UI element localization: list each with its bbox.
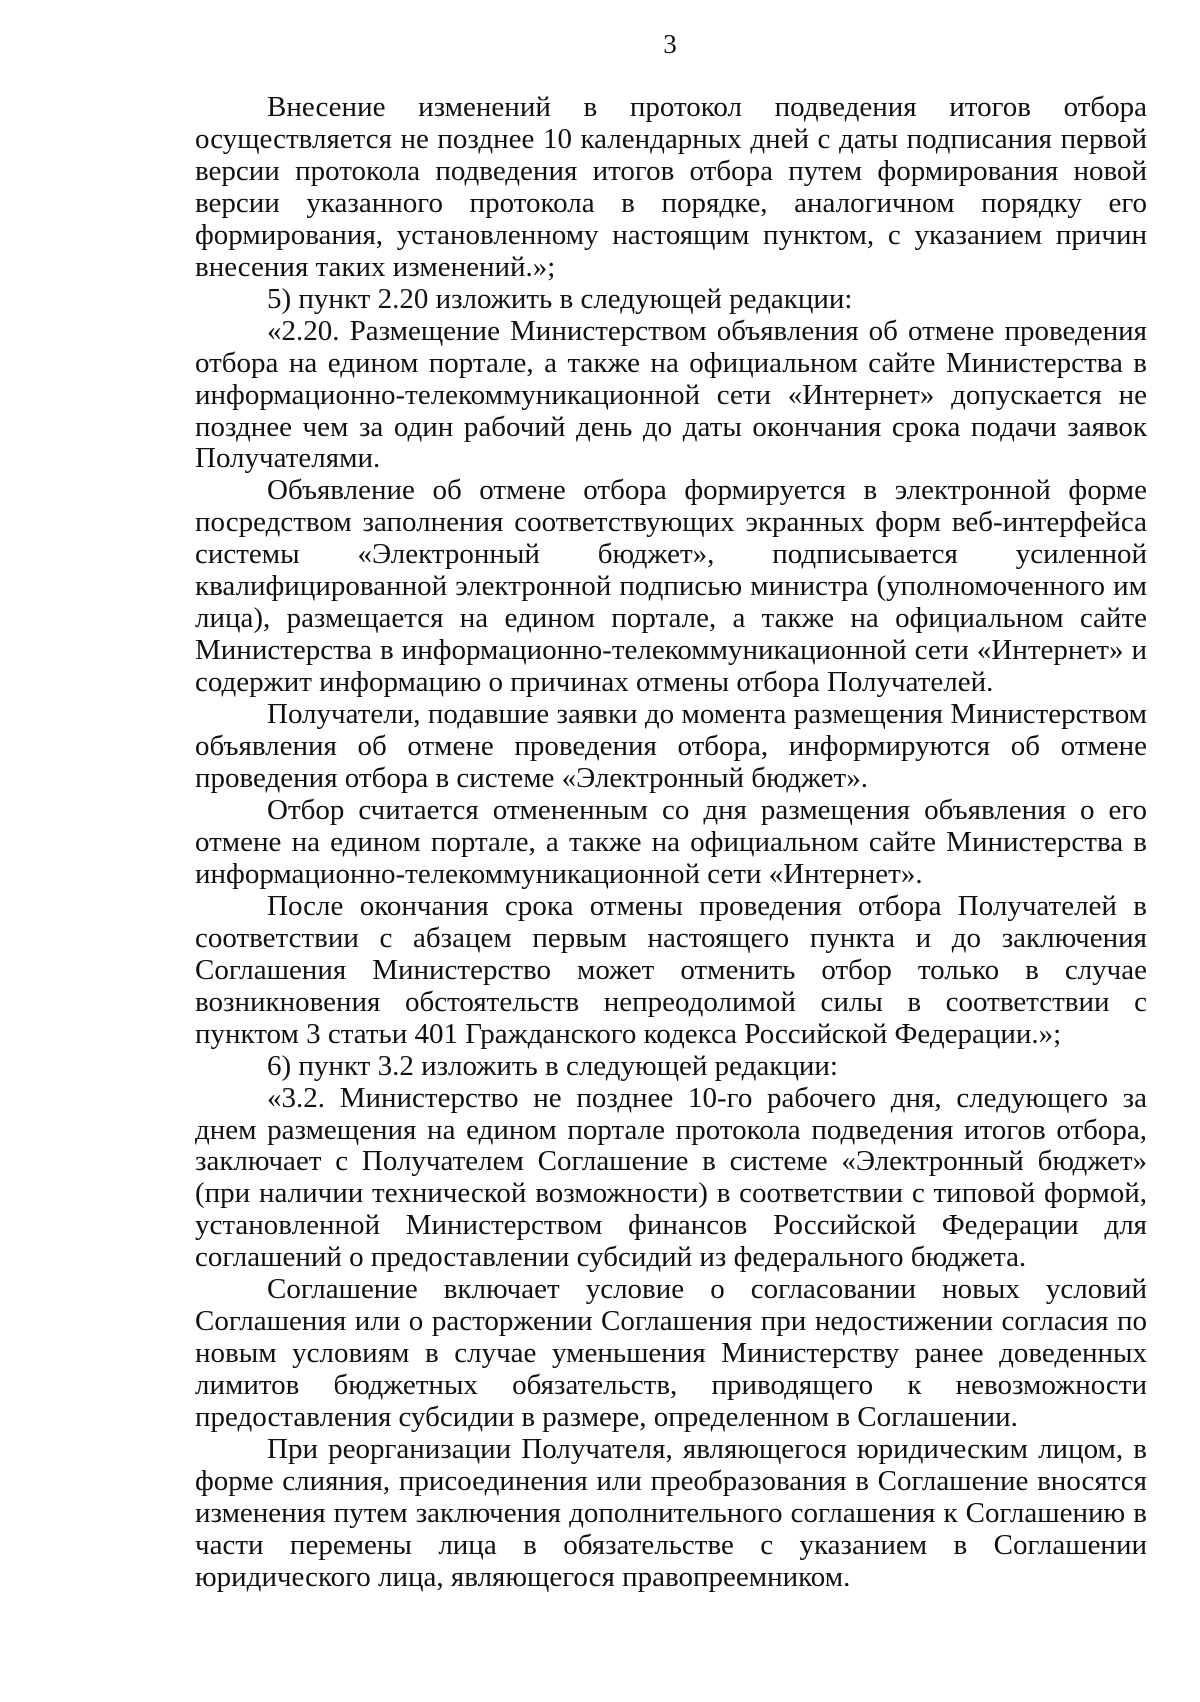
- paragraph-amendment-protocol: Внесение изменений в протокол подведения итогов отбора осуществляется не позднее 10 календарных дней с даты подписания первой версии протокола подведения итогов отбора путем формирования новой версии указанного протокола в порядке, аналогичном порядку его формирования, установленному настоящим пунктом, с указанием причин внесения таких изменений.»;: [195, 91, 1147, 283]
- document-body: [195, 92, 1147, 1594]
- paragraph-reorganization: При реорганизации Получателя, являющегося юридическим лицом, в форме слияния, присоединения или преобразования в Соглашение вносятся изменения путем заключения дополнительного соглашения к Соглашению в части перемены лица в обязательстве с указанием в Соглашении юридического лица, являющегося правопреемником.: [195, 1433, 1147, 1593]
- paragraph-force-majeure: После окончания срока отмены проведения отбора Получателей в соответствии с абзацем первым настоящего пункта и до заключения Соглашения Министерство может отменить отбор только в случае возникновения обстоятельств непреодолимой силы в соответствии с пунктом 3 статьи 401 Гражданского кодекса Российской Федерации.»;: [195, 889, 1147, 1050]
- paragraph-selection-cancelled: Отбор считается отмененным со дня размещения объявления о его отмене на едином портале, а также на официальном сайте Министерства в информационно-телекоммуникационной сети «Интернет».: [195, 793, 1147, 890]
- paragraph-cancellation-form: Объявление об отмене отбора формируется в электронной форме посредством заполнения соответствующих экранных форм веб-интерфейса системы «Электронный бюджет», подписывается усиленной квалифицированной электронной подписью министра (уполномоченного им лица), размещается на едином портале, а также на официальном сайте Министерства в информационно-телекоммуникационной сети «Интернет» и содержит информацию о причинах отмены отбора Получателей.: [195, 474, 1147, 699]
- page-number: 3: [663, 29, 677, 59]
- paragraph-2-20-cancellation-notice: «2.20. Размещение Министерством объявления об отмене проведения отбора на едином портале, а также на официальном сайте Министерства в информационно-телекоммуникационной сети «Интернет» допускается не позднее чем за один рабочий день до даты окончания срока подачи заявок Получателями.: [195, 314, 1147, 475]
- paragraph-3-2-agreement: «3.2. Министерство не позднее 10-го рабочего дня, следующего за днем размещения на едином портале протокола подведения итогов отбора, заключает с Получателем Соглашение в системе «Электронный бюджет» (при наличии технической возможности) в соответствии с типовой формой, установленной Министерством финансов Российской Федерации для соглашений о предоставлении субсидий из федерального бюджета.: [195, 1081, 1147, 1274]
- paragraph-applicants-informed: Получатели, подавшие заявки до момента размещения Министерством объявления об отмене проведения отбора, информируются об отмене проведения отбора в системе «Электронный бюджет».: [195, 698, 1147, 795]
- paragraph-agreement-conditions: Соглашение включает условие о согласовании новых условий Соглашения или о расторжении Соглашения при недостижении согласия по новым условиям в случае уменьшения Министерству ранее доведенных лимитов бюджетных обязательств, приводящего к невозможности предоставления субсидии в размере, определенном в Соглашении.: [195, 1273, 1147, 1434]
- paragraph-item-5-heading: 5) пункт 2.20 изложить в следующей редакции:: [267, 282, 853, 315]
- paragraph-item-6-heading: 6) пункт 3.2 изложить в следующей редакции:: [267, 1049, 838, 1082]
